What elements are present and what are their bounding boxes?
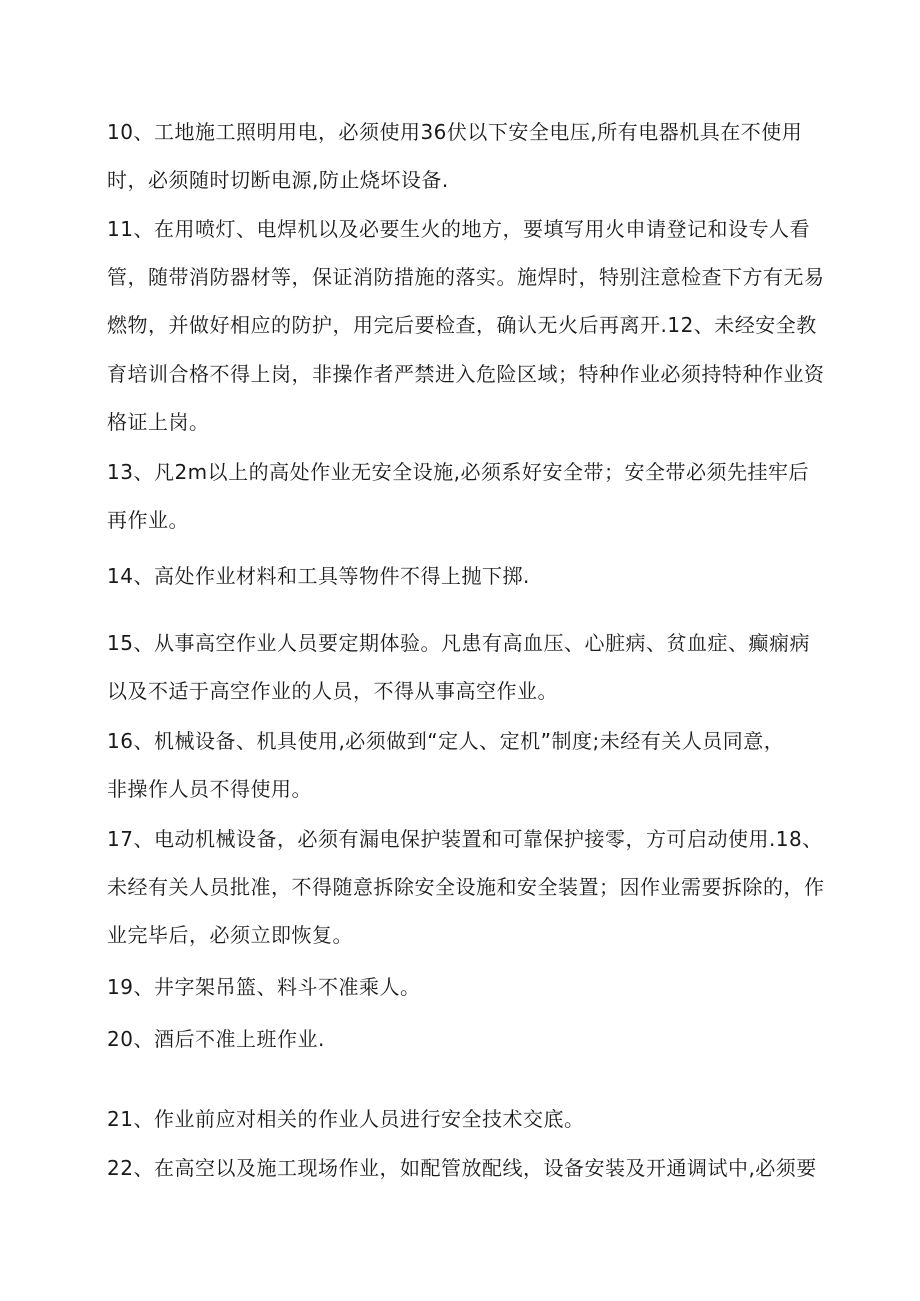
text-line: 以及不适于高空作业的人员，不得从事高空作业。 — [107, 679, 558, 703]
text-line: 15、从事高空作业人员要定期体验。凡患有高血压、心脏病、贫血症、癫痫病 — [107, 631, 810, 655]
text-line: 16、机械设备、机具使用,必须做到“定人、定机”制度;未经有关人员同意， — [107, 729, 785, 753]
text-line: 17、电动机械设备，必须有漏电保护装置和可靠保护接零，方可启动使用.18、 — [107, 827, 823, 851]
text-line: 育培训合格不得上岗，非操作者严禁进入危险区域；特种作业必须持特种作业资 — [107, 362, 825, 386]
text-line: 业完毕后，必须立即恢复。 — [107, 923, 353, 947]
text-line: 11、在用喷灯、电焊机以及必要生火的地方，要填写用火申请登记和设专人看 — [107, 217, 810, 241]
text-line: 管，随带消防器材等，保证消防措施的落实。施焊时，特别注意检查下方有无易 — [107, 265, 825, 289]
text-line: 未经有关人员批准，不得随意拆除安全设施和安全装置；因作业需要拆除的，作 — [107, 875, 825, 899]
text-line: 时，必须随时切断电源,防止烧坏设备. — [107, 168, 449, 192]
text-line: 10、工地施工照明用电，必须使用36伏以下安全电压,所有电器机具在不使用 — [107, 120, 803, 144]
text-line: 20、酒后不准上班作业. — [107, 1027, 325, 1051]
text-line: 再作业。 — [107, 508, 189, 532]
text-line: 14、高处作业材料和工具等物件不得上抛下掷. — [107, 564, 530, 588]
text-line: 燃物，并做好相应的防护，用完后要检查，确认无火后再离开.12、未经安全教 — [107, 313, 817, 337]
text-line: 19、井字架吊篮、料斗不准乘人。 — [107, 975, 421, 999]
text-line: 非操作人员不得使用。 — [107, 777, 312, 801]
text-line: 21、作业前应对相关的作业人员进行安全技术交底。 — [107, 1107, 585, 1131]
text-line: 13、凡2m以上的高处作业无安全设施,必须系好安全带；安全带必须先挂牢后 — [107, 460, 810, 484]
text-line: 22、在高空以及施工现场作业，如配管放配线，设备安装及开通调试中,必须要 — [107, 1156, 817, 1180]
text-line: 格证上岗。 — [107, 410, 210, 434]
